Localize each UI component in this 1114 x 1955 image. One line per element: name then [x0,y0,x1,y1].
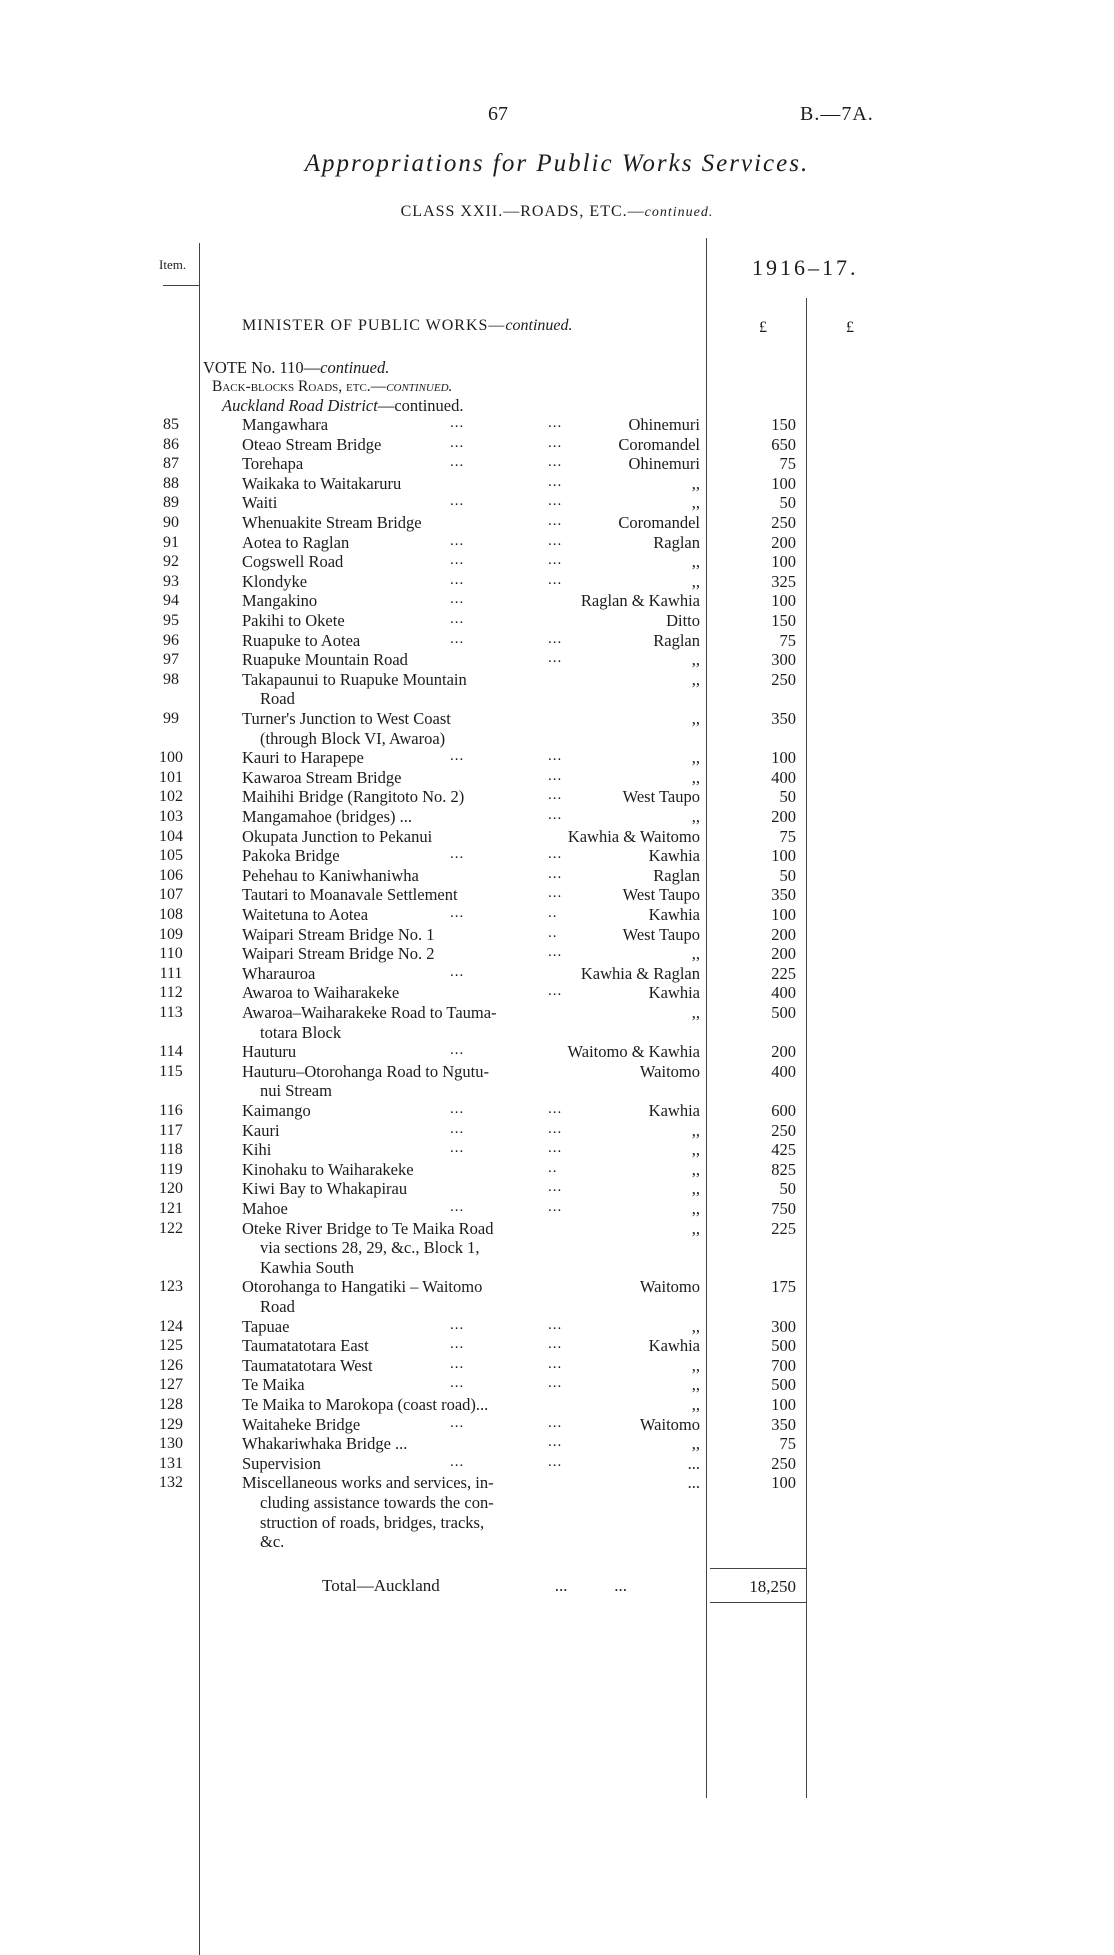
item-number: 132 [159,1474,183,1491]
minister-heading [242,317,573,335]
item-description: Whenuakite Stream Bridge [242,513,422,532]
item-number: 96 [163,632,179,649]
leader-dots: .. [548,905,558,921]
leader-dots: ... [450,748,465,764]
total-dots: ... ... [554,1576,628,1595]
minister-heading-text: MINISTER OF PUBLIC WORKS— [242,317,506,334]
item-description: Supervision [242,1454,321,1473]
item-district: ,, [691,670,700,689]
item-number: 91 [163,534,179,551]
item-description-continued: Road [260,689,295,708]
item-description: Kaimango [242,1101,311,1120]
item-number: 114 [159,1043,183,1060]
item-number: 105 [159,847,183,864]
item-district: Waitomo [639,1062,700,1081]
item-description: Waitetuna to Aotea [242,905,369,924]
item-amount: 200 [771,944,796,963]
item-amount: 400 [771,1062,796,1081]
item-district: ,, [691,768,700,787]
item-amount: 325 [771,572,796,591]
item-description: Oteke River Bridge to Te Maika Road [242,1219,494,1238]
total-label-text: Total—Auckland [322,1576,440,1595]
subhead-heading [212,377,452,396]
item-amount: 100 [771,474,796,493]
leader-dots: ... [450,1042,465,1058]
item-description: Tapuae [242,1317,290,1336]
leader-dots: ... [548,944,563,960]
item-description: Tautari to Moanavale Settlement [242,885,458,904]
item-description: Kawaroa Stream Bridge [242,768,402,787]
item-district: Kawhia [648,1101,700,1120]
leader-dots: ... [548,1375,563,1391]
leader-dots: ... [548,983,563,999]
item-number: 110 [159,945,183,962]
item-amount: 300 [771,650,796,669]
item-district: ,, [691,493,700,512]
item-number: 117 [159,1122,183,1139]
item-number: 124 [159,1318,183,1335]
item-description: Mangakino [242,591,318,610]
item-description: Miscellaneous works and services, in- [242,1473,494,1492]
item-description: Aotea to Raglan [242,533,350,552]
item-description: Waipari Stream Bridge No. 1 [242,925,435,944]
item-amount: 500 [771,1375,796,1394]
item-number: 90 [163,514,179,531]
item-description: Mangawhara [242,415,329,434]
leader-dots: ... [450,533,465,549]
item-district: Waitomo [639,1415,700,1434]
leader-dots: ... [548,1140,563,1156]
item-description: Maihihi Bridge (Rangitoto No. 2) [242,787,465,806]
item-district: Kawhia [648,983,700,1002]
item-amount: 100 [771,591,796,610]
leader-dots: ... [450,415,465,431]
item-district: ,, [691,1317,700,1336]
leader-dots: ... [450,905,465,921]
item-number: 99 [163,710,179,727]
vote-heading [203,358,389,377]
item-number: 131 [159,1455,183,1472]
class-heading-continued: continued. [644,205,714,220]
item-district: Raglan [653,533,700,552]
item-amount: 400 [771,768,796,787]
item-amount: 50 [779,787,796,806]
item-amount: 425 [771,1140,796,1159]
item-description: Taumatatotara West [242,1356,373,1375]
district-heading-continued: —continued. [377,396,464,415]
leader-dots: ... [548,866,563,882]
leader-dots: ... [548,572,563,588]
item-description-continued: (through Block VI, Awaroa) [260,729,446,748]
item-district: ,, [691,1140,700,1159]
item-description-continued: &c. [260,1532,285,1551]
pound-sign-2: £ [846,319,854,336]
item-number: 125 [159,1337,183,1354]
item-district: ,, [691,709,700,728]
item-number: 88 [163,475,179,492]
item-amount: 50 [779,493,796,512]
item-district: ... [687,1454,700,1473]
leader-dots: ... [450,1199,465,1215]
item-amount: 250 [771,1454,796,1473]
item-description: Kauri to Harapepe [242,748,364,767]
item-amount: 75 [779,827,796,846]
item-amount: 250 [771,513,796,532]
item-amount: 500 [771,1336,796,1355]
item-number: 130 [159,1435,183,1452]
item-district: ,, [691,650,700,669]
item-description: Kauri [242,1121,280,1140]
item-number: 129 [159,1416,183,1433]
item-number: 113 [159,1004,183,1021]
item-number: 106 [159,867,183,884]
item-number: 95 [163,612,179,629]
leader-dots: ... [548,885,563,901]
item-amount: 600 [771,1101,796,1120]
item-district: ,, [691,1219,700,1238]
leader-dots: ... [450,611,465,627]
item-number: 97 [163,651,179,668]
item-amount: 100 [771,1473,796,1492]
item-amount: 225 [771,964,796,983]
page-title: Appropriations for Public Works Services. [304,150,810,177]
item-description: Waiti [242,493,278,512]
item-number: 87 [163,455,179,472]
item-amount: 50 [779,866,796,885]
item-description: Waitaheke Bridge [242,1415,361,1434]
leader-dots: ... [548,1199,563,1215]
item-description: Turner's Junction to West Coast [242,709,451,728]
item-description: Klondyke [242,572,308,591]
item-number: 103 [159,808,183,825]
item-description: Te Maika [242,1375,305,1394]
item-description: Pakihi to Okete [242,611,345,630]
item-amount: 50 [779,1179,796,1198]
leader-dots: ... [548,1356,563,1372]
item-description: Mahoe [242,1199,288,1218]
item-district: ,, [691,474,700,493]
item-amount: 200 [771,925,796,944]
leader-dots: ... [548,650,563,666]
leader-dots: ... [450,1317,465,1333]
item-description: Te Maika to Marokopa (coast road)... [242,1395,489,1414]
item-district: Waitomo & Kawhia [567,1042,700,1061]
leader-dots: ... [548,474,563,490]
item-number: 111 [159,965,183,982]
item-description-continued: Road [260,1297,295,1316]
item-district: ,, [691,944,700,963]
item-district: Kawhia [648,1336,700,1355]
leader-dots: ... [548,1121,563,1137]
total-label [322,1576,627,1596]
header-rule [163,285,199,286]
item-amount: 500 [771,1003,796,1022]
item-description-continued: struction of roads, bridges, tracks, [260,1513,485,1532]
district-heading-name: Auckland Road District [222,396,378,415]
item-description: Awaroa to Waiharakeke [242,983,400,1002]
item-amount: 350 [771,1415,796,1434]
district-heading [222,396,464,415]
item-number: 123 [159,1278,183,1295]
leader-dots: ... [548,631,563,647]
item-number: 109 [159,926,183,943]
item-number: 112 [159,984,183,1001]
leader-dots: ... [450,1336,465,1352]
item-number: 98 [163,671,179,688]
leader-dots: ... [450,552,465,568]
item-amount: 150 [771,415,796,434]
item-district: Ohinemuri [628,454,700,473]
item-district: Ohinemuri [628,415,700,434]
item-description: Cogswell Road [242,552,344,571]
leader-dots: ... [548,807,563,823]
item-district: Waitomo [639,1277,700,1296]
item-number: 100 [159,749,183,766]
item-district: Raglan [653,866,700,885]
item-amount: 100 [771,905,796,924]
leader-dots: ... [548,513,563,529]
leader-dots: ... [450,572,465,588]
item-district: ... [687,1473,700,1492]
item-description: Otorohanga to Hangatiki – Waitomo [242,1277,483,1296]
year-column-rule-left [706,238,707,1798]
leader-dots: ... [548,787,563,803]
leader-dots: ... [548,435,563,451]
leader-dots: ... [548,454,563,470]
item-amount: 100 [771,552,796,571]
leader-dots: .. [548,1160,558,1176]
item-district: ,, [691,748,700,767]
item-description: Kihi [242,1140,272,1159]
item-description: Awaroa–Waiharakeke Road to Tauma- [242,1003,497,1022]
leader-dots: ... [548,1434,563,1450]
item-district: Raglan & Kawhia [580,591,700,610]
item-number: 101 [159,769,183,786]
item-description: Taumatatotara East [242,1336,369,1355]
leader-dots: ... [450,454,465,470]
item-number: 119 [159,1161,183,1178]
item-district: Kawhia & Waitomo [567,827,700,846]
year-column-header: 1916–17. [752,255,859,280]
item-number: 92 [163,553,179,570]
item-district: ,, [691,1434,700,1453]
item-district: ,, [691,1356,700,1375]
item-number: 104 [159,828,183,845]
item-district: ,, [691,807,700,826]
item-amount: 400 [771,983,796,1002]
item-amount: 200 [771,533,796,552]
item-amount: 100 [771,846,796,865]
item-description: Okupata Junction to Pekanui [242,827,433,846]
item-description-continued: totara Block [260,1023,342,1042]
leader-dots: ... [548,1101,563,1117]
item-description: Ruapuke to Aotea [242,631,361,650]
item-number: 93 [163,573,179,590]
leader-dots: ... [450,1101,465,1117]
document-reference: B.—7A. [800,103,874,125]
item-district: Ditto [666,611,700,630]
item-number: 126 [159,1357,183,1374]
item-district: Kawhia [648,905,700,924]
item-amount: 300 [771,1317,796,1336]
item-amount: 350 [771,885,796,904]
total-amount: 18,250 [749,1577,796,1596]
item-description: Hauturu [242,1042,297,1061]
total-rule-bottom [710,1602,806,1603]
vote-heading-text: VOTE No. 110— [203,358,321,377]
item-description: Waikaka to Waitakaruru [242,474,402,493]
item-number: 122 [159,1220,183,1237]
item-district: ,, [691,1199,700,1218]
item-column-rule [199,243,200,1955]
item-amount: 175 [771,1277,796,1296]
item-amount: 75 [779,1434,796,1453]
item-number: 102 [159,788,183,805]
leader-dots: ... [450,1140,465,1156]
item-description: Whakariwhaka Bridge ... [242,1434,408,1453]
page-number: 67 [488,103,508,125]
item-amount: 250 [771,1121,796,1140]
item-district: Kawhia [648,846,700,865]
item-amount: 150 [771,611,796,630]
item-description: Takapaunui to Ruapuke Mountain [242,670,467,689]
item-district: ,, [691,1160,700,1179]
item-number: 94 [163,592,179,609]
item-description: Wharauroa [242,964,316,983]
leader-dots: ... [548,748,563,764]
leader-dots: ... [548,493,563,509]
item-amount: 825 [771,1160,796,1179]
leader-dots: ... [548,1415,563,1431]
leader-dots: ... [548,415,563,431]
item-description: Torehapa [242,454,304,473]
vote-heading-continued: continued. [320,358,390,377]
item-district: ,, [691,552,700,571]
leader-dots: ... [450,964,465,980]
item-district: West Taupo [622,787,700,806]
leader-dots: ... [450,1356,465,1372]
total-rule-top [710,1568,806,1569]
leader-dots: ... [450,1121,465,1137]
item-district: Coromandel [618,435,700,454]
item-district: West Taupo [622,885,700,904]
leader-dots: ... [450,1375,465,1391]
class-heading [0,203,1114,221]
item-description: Pehehau to Kaniwhaniwha [242,866,419,885]
item-district: West Taupo [622,925,700,944]
leader-dots: ... [450,631,465,647]
item-district: ,, [691,1003,700,1022]
item-number: 121 [159,1200,183,1217]
item-description-continued: nui Stream [260,1081,332,1100]
leader-dots: ... [450,1454,465,1470]
item-description: Pakoka Bridge [242,846,340,865]
leader-dots: ... [450,435,465,451]
item-number: 115 [159,1063,183,1080]
subhead-heading-text: Back-blocks Roads, etc.— [212,378,387,395]
item-amount: 75 [779,631,796,650]
item-amount: 200 [771,1042,796,1061]
item-amount: 700 [771,1356,796,1375]
item-description-continued: cluding assistance towards the con- [260,1493,494,1512]
amount-column-rule [806,298,807,1798]
item-description: Mangamahoe (bridges) ... [242,807,412,826]
leader-dots: ... [450,493,465,509]
pound-sign-1: £ [759,319,767,336]
item-description: Ruapuke Mountain Road [242,650,408,669]
item-description-continued: via sections 28, 29, &c., Block 1, [260,1238,480,1257]
item-number: 89 [163,494,179,511]
item-number: 108 [159,906,183,923]
item-description: Kinohaku to Waiharakeke [242,1160,414,1179]
item-district: ,, [691,572,700,591]
item-amount: 75 [779,454,796,473]
leader-dots: ... [548,768,563,784]
item-amount: 750 [771,1199,796,1218]
item-district: ,, [691,1179,700,1198]
leader-dots: ... [548,1317,563,1333]
item-amount: 100 [771,748,796,767]
leader-dots: ... [548,846,563,862]
item-district: Raglan [653,631,700,650]
leader-dots: ... [548,1454,563,1470]
item-number: 120 [159,1180,183,1197]
item-number: 128 [159,1396,183,1413]
leader-dots: ... [450,1415,465,1431]
leader-dots: ... [548,1179,563,1195]
leader-dots: ... [548,1336,563,1352]
leader-dots: ... [548,533,563,549]
item-number: 127 [159,1376,183,1393]
item-district: ,, [691,1395,700,1414]
item-district: Kawhia & Raglan [580,964,700,983]
item-amount: 200 [771,807,796,826]
item-district: ,, [691,1121,700,1140]
leader-dots: .. [548,925,558,941]
item-amount: 225 [771,1219,796,1238]
subhead-heading-continued: continued. [386,378,453,395]
item-number: 116 [159,1102,183,1119]
item-description: Waipari Stream Bridge No. 2 [242,944,435,963]
item-column-header: Item. [159,257,187,272]
class-heading-text: CLASS XXII.—ROADS, ETC.— [400,203,645,220]
item-description: Kiwi Bay to Whakapirau [242,1179,408,1198]
item-number: 86 [163,436,179,453]
item-description-continued: Kawhia South [260,1258,354,1277]
leader-dots: ... [450,846,465,862]
item-number: 118 [159,1141,183,1158]
item-district: ,, [691,1375,700,1394]
item-amount: 250 [771,670,796,689]
item-amount: 350 [771,709,796,728]
item-district: Coromandel [618,513,700,532]
item-amount: 100 [771,1395,796,1414]
leader-dots: ... [548,552,563,568]
item-description: Oteao Stream Bridge [242,435,382,454]
item-description: Hauturu–Otorohanga Road to Ngutu- [242,1062,489,1081]
item-number: 107 [159,886,183,903]
item-number: 85 [163,416,179,433]
minister-heading-continued: continued. [505,317,573,334]
item-amount: 650 [771,435,796,454]
leader-dots: ... [450,591,465,607]
